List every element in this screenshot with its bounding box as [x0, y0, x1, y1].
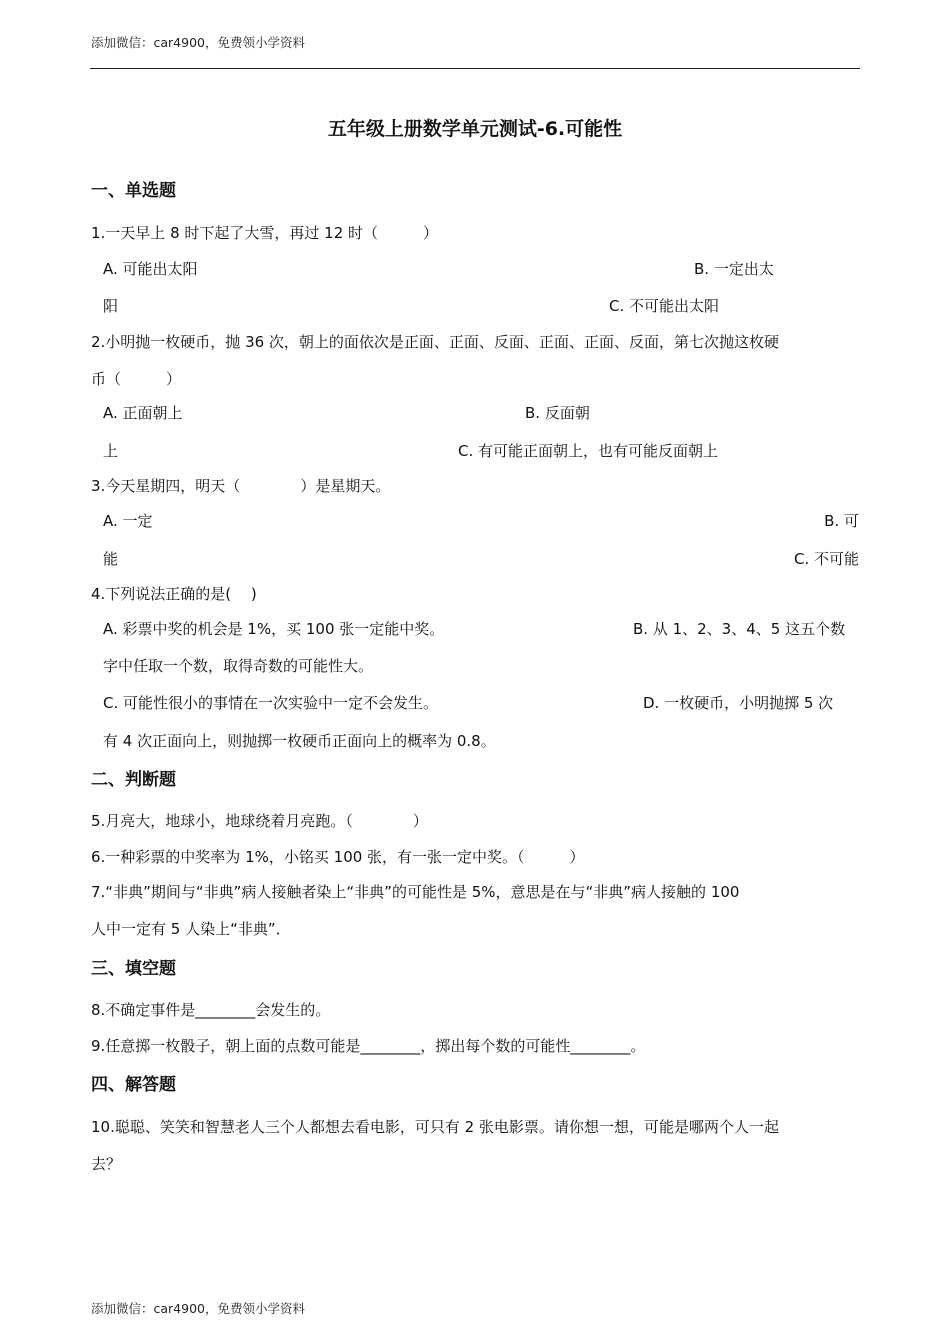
question-10: 10.聪聪、笑笑和智慧老人三个人都想去看电影，可只有 2 张电影票。请你想一想，可能是哪两个人一起: [91, 1118, 779, 1136]
question-1-option-b-cont: 阳: [103, 297, 119, 315]
question-6: 6.一种彩票的中奖率为 1%，小铭买 100 张，有一张一定中奖。（ ）: [91, 848, 585, 866]
question-4-option-c: C. 可能性很小的事情在一次实验中一定不会发生。: [103, 694, 439, 712]
question-2-option-b: B. 反面朝: [525, 404, 590, 422]
footer-note: 添加微信：car4900，免费领小学资料: [91, 1301, 305, 1316]
question-1-option-c: C. 不可能出太阳: [609, 297, 720, 315]
question-3-option-a: A. 一定: [103, 512, 153, 530]
section-heading-true-false: 二、判断题: [91, 770, 176, 790]
section-heading-single-choice: 一、单选题: [91, 181, 176, 201]
section-heading-fill-blank: 三、填空题: [91, 959, 176, 979]
question-9: 9.任意掷一枚骰子，朝上面的点数可能是________，掷出每个数的可能性________。: [91, 1037, 646, 1055]
question-2-stem: 2.小明抛一枚硬币，抛 36 次，朝上的面依次是正面、正面、反面、正面、正面、反面，第七次抛这枚硬: [91, 333, 779, 351]
question-1-stem: 1.一天早上 8 时下起了大雪，再过 12 时（ ）: [91, 224, 439, 242]
question-4-option-b-cont: 字中任取一个数，取得奇数的可能性大。: [103, 657, 374, 675]
question-1-option-b: B. 一定出太: [694, 260, 774, 278]
section-heading-problem-solving: 四、解答题: [91, 1075, 176, 1095]
question-4-option-d-cont: 有 4 次正面向上，则抛掷一枚硬币正面向上的概率为 0.8。: [103, 732, 496, 750]
document-title: 五年级上册数学单元测试-6.可能性: [327, 118, 623, 140]
question-2-option-a: A. 正面朝上: [103, 404, 183, 422]
question-3-stem: 3.今天星期四，明天（ ）是星期天。: [91, 477, 391, 495]
question-4-stem: 4.下列说法正确的是( ): [91, 585, 257, 603]
question-5: 5.月亮大，地球小，地球绕着月亮跑。（ ）: [91, 812, 428, 830]
question-7: 7.“非典”期间与“非典”病人接触者染上“非典”的可能性是 5%，意思是在与“非典”病人接触的 100: [91, 883, 740, 901]
question-3-option-b-cont: 能: [103, 550, 119, 568]
question-3-option-c: C. 不可能: [793, 550, 859, 568]
header-note: 添加微信：car4900，免费领小学资料: [91, 35, 305, 50]
question-2-option-c: C. 有可能正面朝上，也有可能反面朝上: [458, 442, 719, 460]
question-1-option-a: A. 可能出太阳: [103, 260, 198, 278]
question-3-option-b: B. 可: [824, 512, 859, 530]
question-8: 8.不确定事件是________会发生的。: [91, 1001, 331, 1019]
question-4-option-a: A. 彩票中奖的机会是 1%，买 100 张一定能中奖。: [103, 620, 445, 638]
question-4-option-b: B. 从 1、2、3、4、5 这五个数: [633, 620, 846, 638]
question-4-option-d: D. 一枚硬币，小明抛掷 5 次: [643, 694, 834, 712]
header-divider: [90, 68, 860, 69]
question-7-cont: 人中一定有 5 人染上“非典”．: [91, 920, 291, 938]
question-2-option-b-cont: 上: [103, 442, 119, 460]
question-10-cont: 去？: [91, 1155, 122, 1173]
question-2-stem-cont: 币（ ）: [91, 370, 182, 388]
